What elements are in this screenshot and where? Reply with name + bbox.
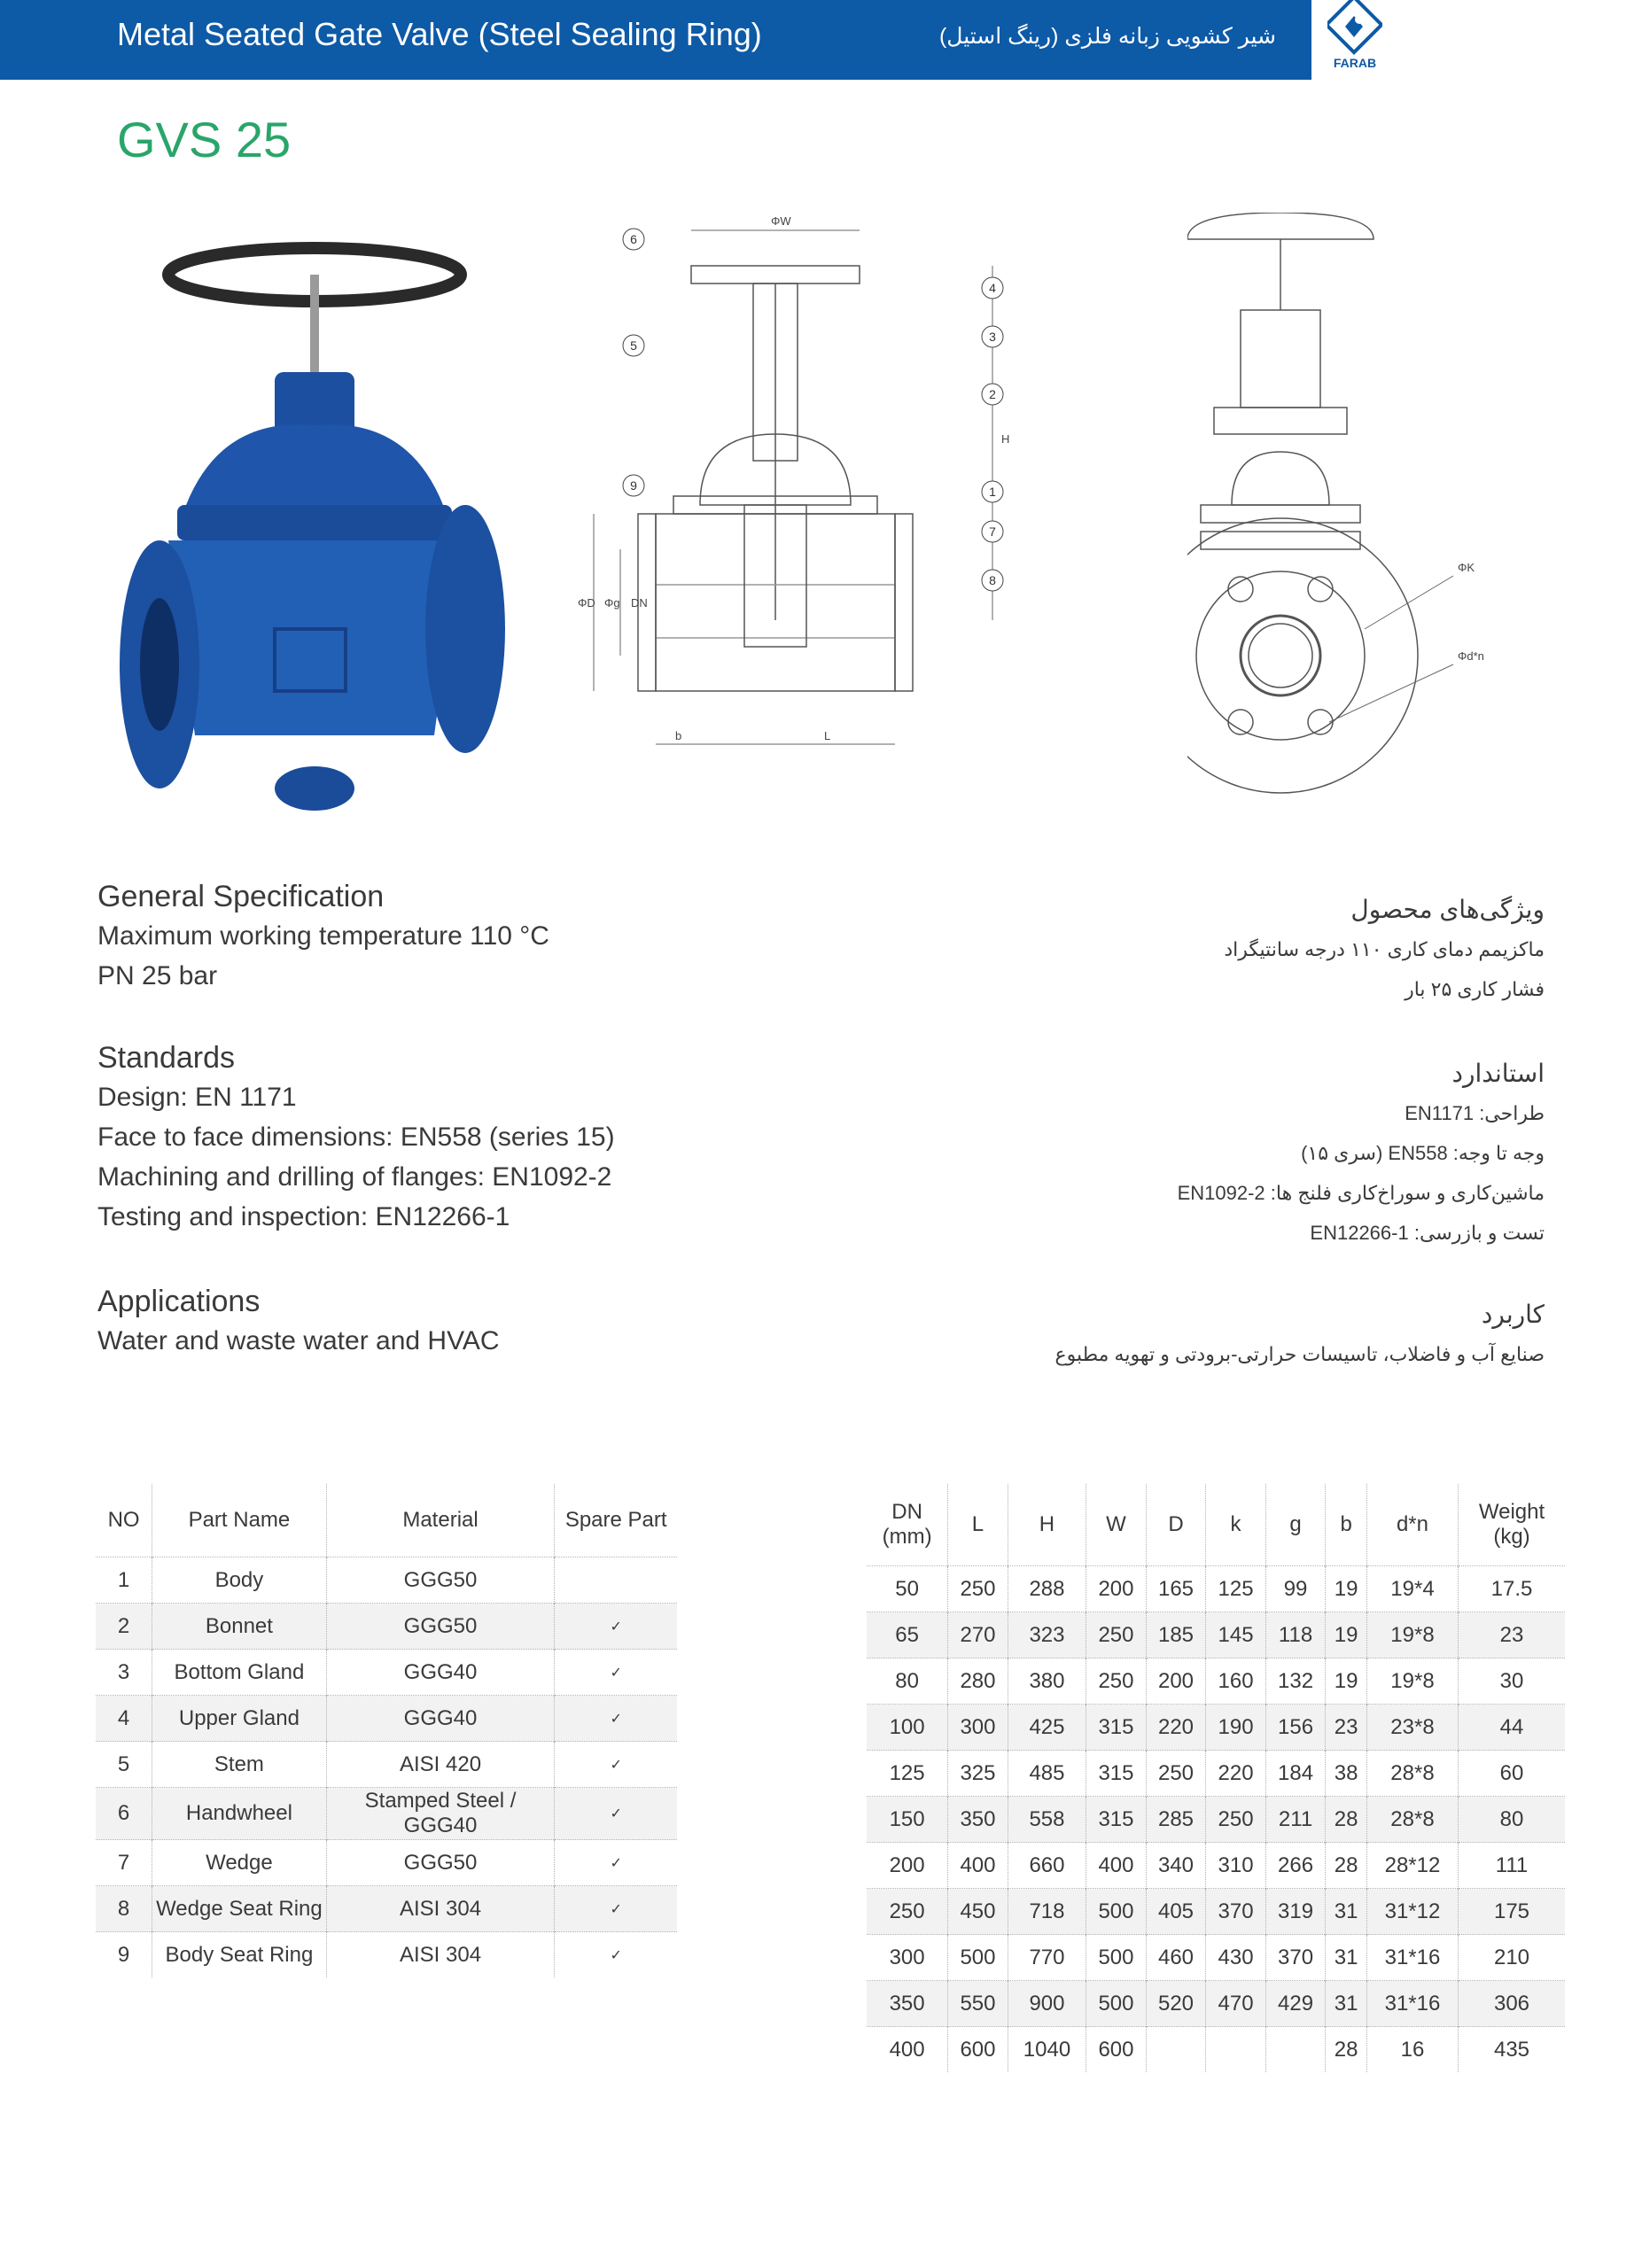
table-row [867,1658,1565,1705]
table-cell: 250 [948,1566,1008,1612]
table-cell: AISI 304 [326,1932,555,1978]
table-cell: 30 [1459,1658,1565,1705]
table-cell: 460 [1146,1935,1206,1981]
standards-en [97,1038,615,1237]
col-material: Material [326,1484,555,1557]
table-cell: 315 [1086,1705,1147,1751]
table-cell: 500 [948,1935,1008,1981]
dims-col-header: g [1265,1484,1326,1566]
dim-h: H [1001,432,1010,446]
col-spare-part: Spare Part [564,1508,667,1532]
table-cell: 485 [1008,1751,1086,1797]
callout-8: 8 [989,573,996,587]
spec-line-fa: ماشین‌کاری و سوراخ‌کاری فلنج ها: EN1092-2 [1177,1182,1545,1204]
spare-part-check [555,1557,677,1604]
table-cell: AISI 304 [326,1886,555,1932]
table-cell [1265,2027,1326,2073]
dims-col-header: k [1206,1484,1266,1566]
table-cell: 65 [867,1612,948,1658]
table-cell: Stem [152,1742,327,1788]
dims-header-row [867,1484,1565,1566]
table-cell: 310 [1206,1843,1266,1889]
dims-col-header: W [1086,1484,1147,1566]
title-en: Metal Seated Gate Valve (Steel Sealing Ring) [117,16,762,52]
table-cell: 28 [1326,1797,1367,1843]
table-cell: Handwheel [152,1788,327,1840]
table-cell: 250 [1086,1658,1147,1705]
table-cell: 425 [1008,1705,1086,1751]
table-row [867,1751,1565,1797]
table-cell: 470 [1206,1981,1266,2027]
table-cell: 19 [1326,1566,1367,1612]
spare-part-check: ✓ [555,1650,677,1696]
table-cell: Bonnet [152,1604,327,1650]
table-row [867,1981,1565,2027]
spec-line: Water and waste water and HVAC [97,1326,500,1355]
dims-col-header: L [948,1484,1008,1566]
table-cell: 220 [1146,1705,1206,1751]
table-cell: 500 [1086,1935,1147,1981]
table-cell: 28 [1326,2027,1367,2073]
table-cell: 200 [1086,1566,1147,1612]
applications-fa [747,1295,1545,1374]
header-bar [0,0,1311,80]
table-cell: 435 [1459,2027,1565,2073]
standards-fa [924,1054,1545,1253]
table-row [96,1932,677,1978]
table-cell: Body [152,1557,327,1604]
callout-2: 2 [989,387,996,401]
table-row [867,1797,1565,1843]
table-cell: 1040 [1008,2027,1086,2073]
table-cell: Upper Gland [152,1696,327,1742]
table-cell: 211 [1265,1797,1326,1843]
general-spec-en [97,877,549,996]
table-cell: 160 [1206,1658,1266,1705]
table-cell: 184 [1265,1751,1326,1797]
table-cell: 285 [1146,1797,1206,1843]
table-row [867,1935,1565,1981]
dims-col-header: d*n [1366,1484,1458,1566]
callout-6: 6 [630,232,637,246]
side-drawing [1187,213,1524,797]
dim-l: L [824,729,831,742]
table-cell: 19 [1326,1658,1367,1705]
logo-text: FARAB [1333,56,1377,70]
table-cell: 300 [867,1935,948,1981]
table-cell: Wedge [152,1840,327,1886]
table-cell: 558 [1008,1797,1086,1843]
table-cell: 31*16 [1366,1981,1458,2027]
table-cell: 100 [867,1705,948,1751]
table-cell: 156 [1265,1705,1326,1751]
table-cell: 325 [948,1751,1008,1797]
spec-line: Face to face dimensions: EN558 (series 15) [97,1122,615,1152]
table-cell: 19*4 [1366,1566,1458,1612]
table-cell: 400 [948,1843,1008,1889]
spare-part-check: ✓ [555,1742,677,1788]
callout-4: 4 [989,281,996,295]
table-cell: Bottom Gland [152,1650,327,1696]
dim-g: Φg [604,596,620,610]
table-cell: 770 [1008,1935,1086,1981]
spec-line: Testing and inspection: EN12266-1 [97,1202,510,1231]
table-cell: 145 [1206,1612,1266,1658]
table-cell: 500 [1086,1889,1147,1935]
valve-photo [115,239,505,842]
table-cell: 28*8 [1366,1797,1458,1843]
general-heading-fa: ویژگی‌های محصول [1350,896,1545,923]
standards-heading: Standards [97,1041,235,1075]
table-row [867,2027,1565,2073]
table-cell: 118 [1265,1612,1326,1658]
table-cell: AISI 420 [326,1742,555,1788]
dimensions-table [867,1484,1565,2072]
table-cell: 718 [1008,1889,1086,1935]
table-cell: 165 [1146,1566,1206,1612]
table-cell: 80 [1459,1797,1565,1843]
table-cell: 125 [867,1751,948,1797]
table-cell: GGG40 [326,1650,555,1696]
table-cell: 323 [1008,1612,1086,1658]
table-cell: 44 [1459,1705,1565,1751]
table-row [96,1886,677,1932]
dim-dn: DN [631,596,648,610]
table-cell: 315 [1086,1751,1147,1797]
table-cell: 319 [1265,1889,1326,1935]
table-cell: GGG50 [326,1840,555,1886]
table-row [96,1696,677,1742]
table-cell: 350 [867,1981,948,2027]
table-row [96,1557,677,1604]
table-cell: 450 [948,1889,1008,1935]
spec-line: Maximum working temperature 110 °C [97,921,549,951]
table-cell: 280 [948,1658,1008,1705]
spec-line: Machining and drilling of flanges: EN1092-2 [97,1162,612,1192]
title-fa: شیر کشویی زبانه فلزی (رینگ استیل) [938,24,1276,49]
table-cell: 185 [1146,1612,1206,1658]
table-cell: 50 [867,1566,948,1612]
table-cell: 400 [867,2027,948,2073]
table-cell: 8 [96,1886,152,1932]
spec-line: Design: EN 1171 [97,1083,297,1112]
parts-header-row [96,1484,677,1557]
spec-line-fa: صنایع آب و فاضلاب، تاسیسات حرارتی-برودتی و تهویه مطبوع [1054,1343,1545,1365]
spec-line-fa: فشار کاری ۲۵ بار [1405,978,1545,1000]
table-cell: Stamped Steel / GGG40 [326,1788,555,1840]
col-no: NO [96,1484,152,1557]
table-cell: 80 [867,1658,948,1705]
table-cell [1206,2027,1266,2073]
callout-9: 9 [630,478,637,493]
table-cell: 350 [948,1797,1008,1843]
model-title: GVS 25 [117,112,292,167]
spare-part-check: ✓ [555,1840,677,1886]
table-cell: 520 [1146,1981,1206,2027]
table-cell: 125 [1206,1566,1266,1612]
table-row [96,1788,677,1840]
general-spec-fa [924,890,1545,1009]
table-cell: 550 [948,1981,1008,2027]
table-cell: 23 [1459,1612,1565,1658]
table-cell: 220 [1206,1751,1266,1797]
table-cell: 300 [948,1705,1008,1751]
table-row [867,1705,1565,1751]
spare-part-check: ✓ [555,1696,677,1742]
spec-line-fa: طراحی: EN1171 [1405,1102,1545,1124]
table-row [867,1566,1565,1612]
table-cell: 250 [1146,1751,1206,1797]
table-cell: 340 [1146,1843,1206,1889]
table-row [96,1650,677,1696]
parts-body [96,1557,677,1978]
table-cell: 19*8 [1366,1658,1458,1705]
table-cell: 31*12 [1366,1889,1458,1935]
table-cell: 150 [867,1797,948,1843]
table-row [867,1843,1565,1889]
table-cell: 132 [1265,1658,1326,1705]
dim-b: b [675,729,682,742]
table-cell: 250 [1206,1797,1266,1843]
dims-col-header: DN (mm) [867,1484,948,1566]
table-cell: 270 [948,1612,1008,1658]
table-cell: 190 [1206,1705,1266,1751]
table-cell: 210 [1459,1935,1565,1981]
table-cell: 250 [1086,1612,1147,1658]
dim-w: ΦW [771,214,791,228]
table-cell: 31 [1326,1981,1367,2027]
table-cell: 23 [1326,1705,1367,1751]
table-cell: 4 [96,1696,152,1742]
table-cell: 99 [1265,1566,1326,1612]
spare-part-check: ✓ [555,1932,677,1978]
table-cell: GGG50 [326,1557,555,1604]
table-cell: 111 [1459,1843,1565,1889]
table-cell: 370 [1265,1935,1326,1981]
table-cell: 23*8 [1366,1705,1458,1751]
spare-part-check: ✓ [555,1886,677,1932]
table-cell: GGG50 [326,1604,555,1650]
dims-col-header: D [1146,1484,1206,1566]
table-cell: 28*12 [1366,1843,1458,1889]
table-cell: 315 [1086,1797,1147,1843]
table-cell: 430 [1206,1935,1266,1981]
section-drawing [567,213,1134,780]
callout-5: 5 [630,338,637,353]
table-cell: 900 [1008,1981,1086,2027]
table-cell: 31*16 [1366,1935,1458,1981]
spare-part-check: ✓ [555,1788,677,1840]
table-cell: 500 [1086,1981,1147,2027]
table-cell: 2 [96,1604,152,1650]
table-cell: 38 [1326,1751,1367,1797]
table-row [96,1742,677,1788]
spec-line: PN 25 bar [97,961,218,990]
applications-heading-fa: کاربرد [1481,1301,1545,1328]
table-cell: 250 [867,1889,948,1935]
table-cell: 16 [1366,2027,1458,2073]
table-cell: 19*8 [1366,1612,1458,1658]
table-cell: 429 [1265,1981,1326,2027]
dim-dn-holes: Φd*n [1458,649,1484,663]
table-cell [1146,2027,1206,2073]
table-cell: Body Seat Ring [152,1932,327,1978]
table-cell: 31 [1326,1935,1367,1981]
applications-heading: Applications [97,1285,261,1318]
table-cell: 31 [1326,1889,1367,1935]
table-cell: 3 [96,1650,152,1696]
table-cell: 5 [96,1742,152,1788]
dims-body [867,1566,1565,2073]
table-cell: 175 [1459,1889,1565,1935]
callout-3: 3 [989,330,996,344]
table-cell: 405 [1146,1889,1206,1935]
standards-heading-fa: استاندارد [1451,1060,1545,1087]
table-row [96,1840,677,1886]
spec-line-fa: ماکزیمم دمای کاری ۱۱۰ درجه سانتیگراد [1224,938,1545,960]
dim-d: ΦD [578,596,595,610]
table-cell: 306 [1459,1981,1565,2027]
dims-col-header: b [1326,1484,1367,1566]
col-part-name: Part Name [152,1484,327,1557]
general-heading: General Specification [97,880,385,913]
table-cell: 200 [867,1843,948,1889]
table-cell: 380 [1008,1658,1086,1705]
table-row [867,1612,1565,1658]
table-cell: 600 [948,2027,1008,2073]
table-cell: 7 [96,1840,152,1886]
parts-table [96,1484,677,1977]
table-cell: 266 [1265,1843,1326,1889]
table-cell: 28 [1326,1843,1367,1889]
table-cell: 370 [1206,1889,1266,1935]
table-row [96,1604,677,1650]
applications-en [97,1282,500,1361]
table-cell: Wedge Seat Ring [152,1886,327,1932]
callout-7: 7 [989,524,996,539]
dims-col-header: H [1008,1484,1086,1566]
table-cell: 200 [1146,1658,1206,1705]
spec-line-fa: وجه تا وجه: EN558 (سری ۱۵) [1301,1142,1545,1164]
table-cell: 9 [96,1932,152,1978]
farab-logo [1327,0,1382,80]
table-cell: 600 [1086,2027,1147,2073]
table-cell: 660 [1008,1843,1086,1889]
table-cell: GGG40 [326,1696,555,1742]
callout-1: 1 [989,485,996,499]
table-cell: 1 [96,1557,152,1604]
table-cell: 6 [96,1788,152,1840]
table-cell: 19 [1326,1612,1367,1658]
table-cell: 17.5 [1459,1566,1565,1612]
dims-col-header: Weight (kg) [1478,1500,1545,1549]
table-cell: 288 [1008,1566,1086,1612]
table-cell: 28*8 [1366,1751,1458,1797]
dim-k: ΦK [1458,561,1475,574]
table-row [867,1889,1565,1935]
table-cell: 400 [1086,1843,1147,1889]
table-cell: 60 [1459,1751,1565,1797]
spare-part-check: ✓ [555,1604,677,1650]
spec-line-fa: تست و بازرسی: EN12266-1 [1310,1222,1545,1244]
